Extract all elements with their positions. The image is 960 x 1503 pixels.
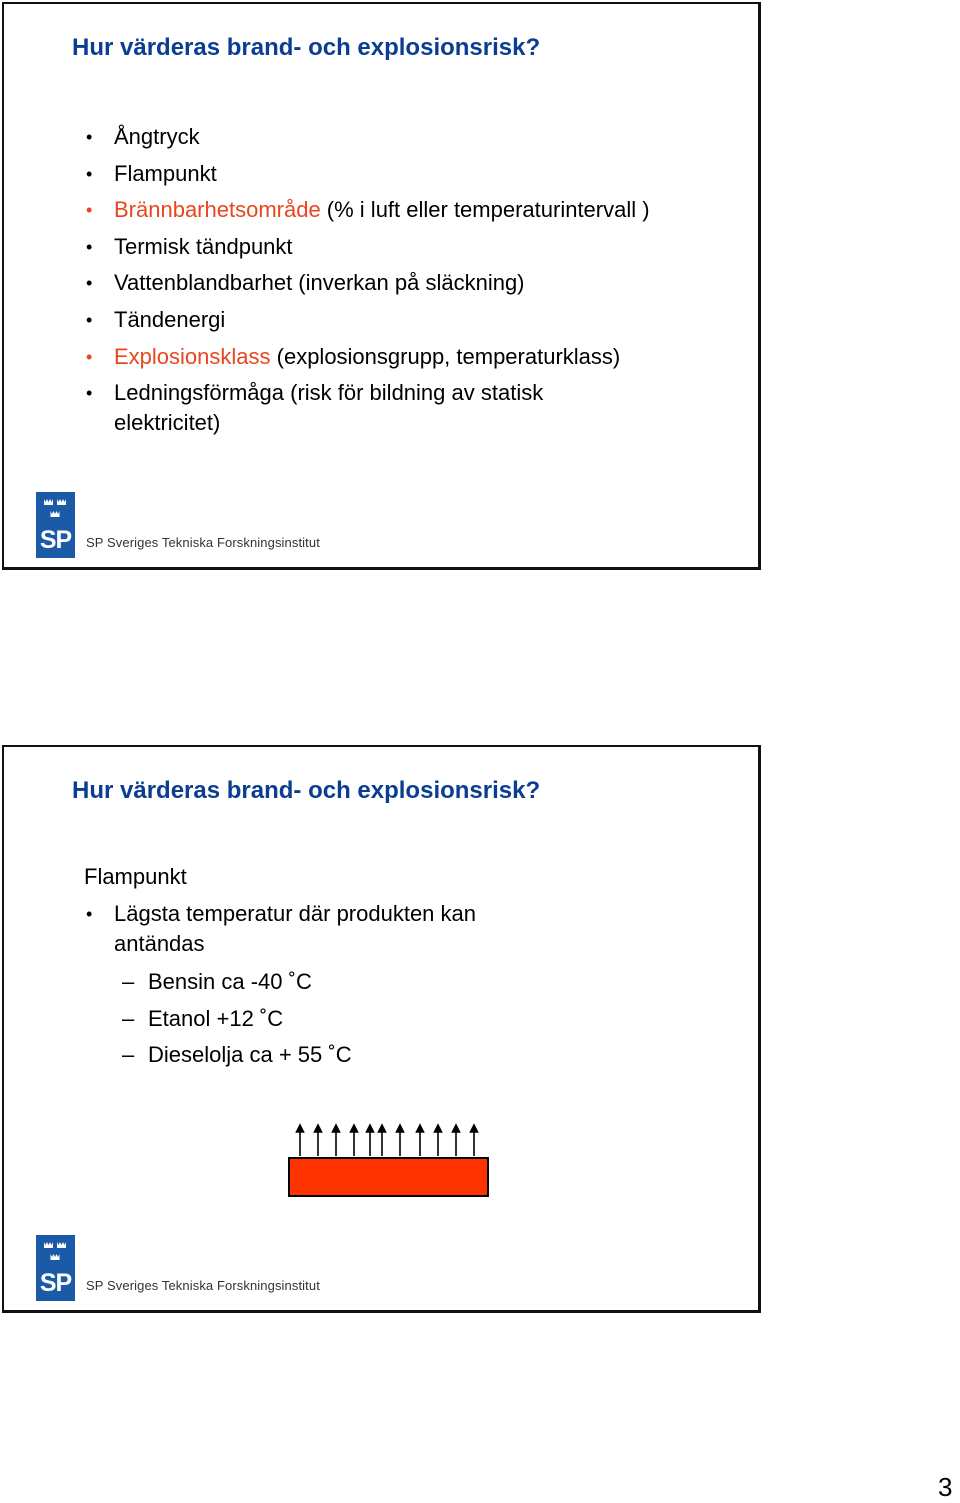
sp-logo-mark [36, 1235, 75, 1301]
bullet-dot: • [86, 236, 93, 257]
three-crowns-icon [41, 496, 70, 524]
bullet-item: • Tändenergi [84, 305, 744, 335]
vapor-arrows [300, 1128, 474, 1156]
sub-list-item: – Dieselolja ca + 55 ˚C [122, 1040, 352, 1070]
dash-marker: – [122, 969, 135, 994]
sub-list-item: – Etanol +12 ˚C [122, 1004, 352, 1034]
flash-point-examples [122, 967, 352, 1077]
bullet-item: • Flampunkt [84, 159, 744, 189]
bullet-item: • Vattenblandbarhet (inverkan på släckning) [84, 268, 744, 298]
bullet-item: • Termisk tändpunkt [84, 232, 744, 262]
bullet-dot: • [86, 200, 93, 221]
sp-logo-mark [36, 492, 75, 558]
sp-logo-name: SP Sveriges Tekniska Forskningsinstitut [86, 535, 320, 550]
sub-list-item: – Bensin ca -40 ˚C [122, 967, 352, 997]
slide-2-title: Hur värderas brand- och explosionsrisk? [72, 777, 541, 804]
dash-marker: – [122, 1042, 135, 1068]
dash-marker: – [122, 1005, 135, 1031]
slide-1-bullet-list [84, 122, 744, 445]
sp-logo-text: SP [39, 1269, 72, 1297]
bullet-item: • Brännbarhetsområde (% i luft eller temperaturintervall ) [84, 195, 744, 225]
bullet-dot: • [86, 127, 93, 147]
three-crowns-icon [41, 1239, 70, 1267]
sp-logo [36, 1235, 326, 1303]
bullet-item: • Lägsta temperatur där produkten kan antändas [86, 901, 477, 956]
bullet-dot: • [86, 383, 93, 404]
slide-2-subheading: Flampunkt [84, 864, 187, 889]
evaporating-liquid-diagram [286, 1122, 496, 1202]
slide-1 [2, 2, 761, 570]
bullet-item: • Ångtryck [84, 122, 744, 152]
bullet-dot: • [86, 346, 93, 367]
slide-2-bullet-list [84, 899, 684, 959]
sp-logo [36, 492, 326, 560]
bullet-dot: • [86, 273, 93, 294]
bullet-item: • Ledningsförmåga (risk för bildning av statisk elektricitet) [86, 380, 544, 436]
bullet-item: • Explosionsklass (explosionsgrupp, temperaturklass) [84, 342, 744, 372]
bullet-dot: • [86, 309, 93, 330]
slide-2 [2, 745, 761, 1313]
bullet-dot: • [86, 163, 93, 184]
page-number: 3 [938, 1472, 953, 1502]
liquid-container [289, 1158, 488, 1196]
sp-logo-text: SP [39, 526, 72, 554]
bullet-dot: • [86, 904, 93, 924]
sp-logo-name: SP Sveriges Tekniska Forskningsinstitut [86, 1278, 320, 1293]
slide-1-title: Hur värderas brand- och explosionsrisk? [72, 34, 541, 61]
